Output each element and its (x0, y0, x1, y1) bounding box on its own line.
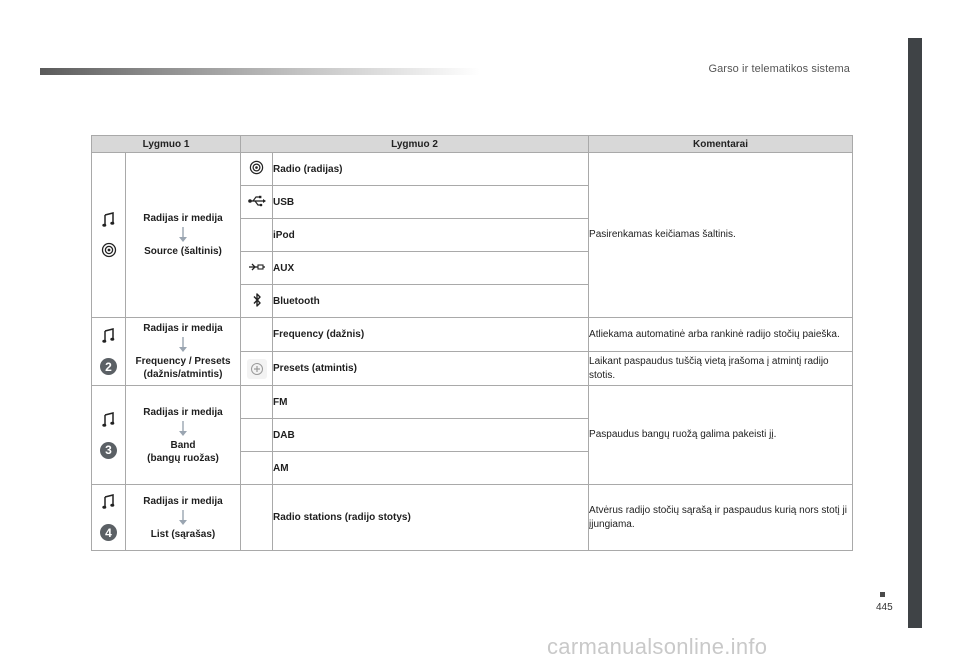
header-level1: Lygmuo 1 (92, 136, 241, 153)
level2-label: Frequency (dažnis) (273, 318, 589, 352)
level1-sub-label: Band (170, 439, 196, 451)
level2-icon-cell (241, 352, 273, 386)
group4-icons (92, 485, 126, 551)
arrow-down-icon (178, 227, 188, 243)
group4-level1 (126, 485, 241, 551)
header-comments: Komentarai (589, 136, 853, 153)
step-badge: 4 (100, 524, 117, 541)
group2-icons (92, 318, 126, 386)
comment-cell: Atvėrus radijo stočių sąrašą ir paspaudus kurią nors stotį ji įjungiama. (589, 485, 853, 551)
watermark: carmanualsonline.info (547, 634, 768, 659)
table-row (92, 318, 853, 352)
arrow-down-icon (178, 421, 188, 437)
level2-label: FM (273, 386, 589, 419)
arrow-down-icon (178, 510, 188, 526)
radio-source-icon (101, 242, 117, 258)
table-row (92, 386, 853, 419)
level2-icon-cell (241, 452, 273, 485)
level1-sub-label: (bangų ruožas) (147, 452, 219, 464)
comment-cell: Pasirenkamas keičiamas šaltinis. (589, 153, 853, 318)
level1-main-label: Radijas ir medija (143, 406, 223, 418)
music-note-icon (102, 412, 116, 428)
music-note-icon (102, 212, 116, 228)
group2-level1 (126, 318, 241, 386)
group3-icons (92, 386, 126, 485)
level1-main-label: Radijas ir medija (143, 323, 223, 334)
level1-main-label: Radijas ir medija (143, 213, 223, 224)
level2-label: Bluetooth (273, 285, 589, 318)
radio-source-icon (249, 160, 264, 175)
level1-sub-label: List (sąrašas) (150, 528, 216, 540)
group3-level1 (126, 386, 241, 485)
level2-label: Presets (atmintis) (273, 352, 589, 386)
step-badge: 2 (100, 358, 117, 375)
level2-label: USB (273, 186, 589, 219)
music-note-icon (102, 494, 116, 510)
page-number: 445 (876, 602, 893, 613)
usb-icon (248, 195, 266, 207)
level2-icon-cell (241, 285, 273, 318)
header-gradient-bar (40, 68, 480, 75)
level2-label: AM (273, 452, 589, 485)
level1-sub-label: Frequency / Presets (dažnis/atmintis) (135, 356, 231, 380)
level2-icon-cell (241, 186, 273, 219)
level2-label: AUX (273, 252, 589, 285)
level2-icon-cell (241, 318, 273, 352)
level2-label: Radio stations (radijo stotys) (273, 485, 589, 551)
step-badge: 3 (100, 442, 117, 459)
level2-icon-cell (241, 153, 273, 186)
group1-level1 (126, 153, 241, 318)
side-tab-bar (908, 38, 922, 628)
header-level2: Lygmuo 2 (241, 136, 589, 153)
level2-icon-cell (241, 386, 273, 419)
group1-icons (92, 153, 126, 318)
level1-main-label: Radijas ir medija (143, 495, 223, 507)
arrow-down-icon (178, 337, 188, 353)
comment-cell: Atliekama automatinė arba rankinė radijo stočių paieška. (589, 318, 853, 352)
level2-icon-cell (241, 219, 273, 252)
level2-label: Radio (radijas) (273, 153, 589, 186)
comment-cell: Laikant paspaudus tuščią vietą įrašoma į atmintį radijo stotis. (589, 352, 853, 386)
table-row (92, 485, 853, 551)
level2-icon-cell (241, 419, 273, 452)
music-note-icon (102, 328, 116, 344)
level2-icon-cell (241, 485, 273, 551)
level2-label: iPod (273, 219, 589, 252)
add-preset-icon (247, 359, 267, 379)
page-marker (880, 592, 885, 597)
table-row (92, 153, 853, 186)
page-header-title: Garso ir telematikos sistema (708, 63, 850, 75)
level1-sub-label: Source (šaltinis) (144, 246, 222, 257)
bluetooth-icon (252, 292, 262, 308)
level2-label: DAB (273, 419, 589, 452)
menu-levels-table (91, 135, 853, 551)
comment-cell: Paspaudus bangų ruožą galima pakeisti jį. (589, 386, 853, 485)
level2-icon-cell (241, 252, 273, 285)
aux-icon (248, 262, 266, 272)
